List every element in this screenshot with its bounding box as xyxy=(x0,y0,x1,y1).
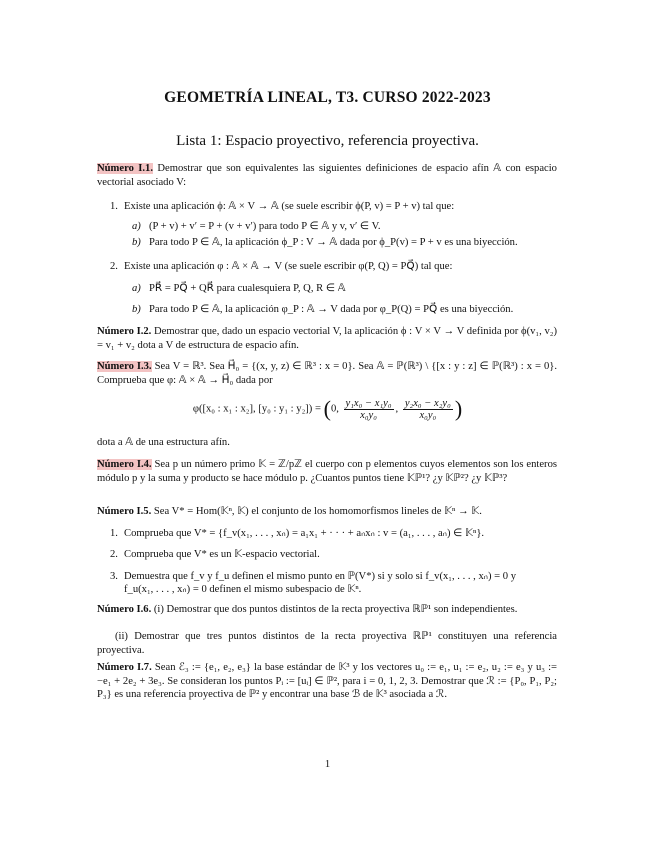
problem-label: Número I.6. xyxy=(97,604,152,615)
problem-i1-item2a: a) PR⃗ = PQ⃗ + QR⃗ para cualesquiera P, Q, R ∈ 𝔸 xyxy=(132,283,346,294)
problem-i6-part2: (ii) Demostrar que tres puntos distintos de la recta proyectiva ℝℙ¹ constituyen una referencia proyectiva. xyxy=(97,631,557,656)
problem-text: Sea p un número primo 𝕂 = ℤ/pℤ el cuerpo con p elementos cuyos elementos son los enteros módulo p y la suma y producto se hace módulo p. ¿Cuantos puntos tiene 𝕂ℙ¹? ¿y 𝕂ℙ²? ¿y 𝕂ℙ³? xyxy=(97,459,557,484)
problem-i3-after: dota a 𝔸 de una estructura afín. xyxy=(97,437,230,448)
problem-i5-item2: 2. Comprueba que V* es un 𝕂-espacio vectorial. xyxy=(110,549,320,560)
problem-label: Número I.3. xyxy=(97,361,152,372)
problem-i3 xyxy=(97,360,557,387)
problem-i5-item3: 3. Demuestra que f_v y f_u definen el mismo punto en ℙ(V*) si y solo si f_v(x₁, . . . , xₙ) = 0 y xyxy=(110,571,517,582)
page-number: 1 xyxy=(324,759,331,770)
problem-i1-item2b: b) Para todo P ∈ 𝔸, la aplicación φ_P : 𝔸 → V dada por φ_P(Q) = PQ⃗ es una biyección. xyxy=(132,304,514,315)
problem-label: Número I.1. xyxy=(97,163,153,174)
problem-i5-item3-cont: f_u(x₁, . . . , xₙ) = 0 definen el mismo subespacio de 𝕂ⁿ. xyxy=(124,584,362,595)
page-title: GEOMETRÍA LINEAL, T3. CURSO 2022-2023 xyxy=(164,89,491,106)
problem-i1-intro xyxy=(97,162,557,189)
problem-text: Demostrar que, dado un espacio vectorial V, la aplicación ϕ : V × V → V definida por ϕ(v₁, v₂) = v₁ + v₂ dota a V de estructura de espacio afín. xyxy=(97,326,557,351)
problem-i5-item1: 1. Comprueba que V* = {f_v(x₁, . . . , xₙ) = a₁x₁ + · · · + aₙxₙ : v = (a₁, . . . , aₙ) ∈ 𝕂ⁿ}. xyxy=(110,528,485,539)
problem-text: Sean ℰ₃ := {e₁, e₂, e₃} la base estándar de 𝕂³ y los vectores u₀ := e₁, u₁ := e₂, u₂ := e₃ y u₃ := −e₁ + 2e₂ + 3e₃. Se consideran los puntos Pᵢ := [uᵢ] ∈ ℙ², para i = 0, 1, 2, 3. Demostrar que ℛ := {P₀, P₁, P₂; P₃} es una referencia proyectiva de ℙ² y encontrar una base ℬ de 𝕂³ asociada a ℛ. xyxy=(97,662,558,701)
page-subtitle: Lista 1: Espacio proyectivo, referencia proyectiva. xyxy=(176,133,479,149)
problem-i7 xyxy=(97,661,557,702)
problem-i1-item1: 1. Existe una aplicación ϕ: 𝔸 × V → 𝔸 (se suele escribir ϕ(P, v) = P + v) tal que: xyxy=(110,201,455,212)
problem-label: Número I.4. xyxy=(97,459,152,470)
problem-label: Número I.2. xyxy=(97,326,152,337)
problem-i1-item1a: a) (P + v) + v′ = P + (v + v′) para todo P ∈ 𝔸 y v, v′ ∈ V. xyxy=(132,221,381,232)
problem-i5 xyxy=(97,505,557,519)
problem-i3-equation: φ([x₀ : x₁ : x₂], [y₀ : y₁ : y₂]) = (0, $\frac{\text{y₁x₀ − x₁y₀}}{\text{x₀y₀}}$ , $\frac{\text{y₂x₀ − x₂y₀}}{\text{x₀y₀}}$ ) xyxy=(192,396,463,421)
problem-label: Número I.5. xyxy=(97,506,152,517)
problem-i1-item2: 2. Existe una aplicación φ : 𝔸 × 𝔸 → V (se suele escribir φ(P, Q) = PQ⃗) tal que: xyxy=(110,261,453,272)
problem-i6 xyxy=(97,603,557,617)
problem-text: Sea V* = Hom(𝕂ⁿ, 𝕂) el conjunto de los homomorfismos lineles de 𝕂ⁿ → 𝕂. xyxy=(153,506,482,517)
problem-text: Sea V = ℝ³. Sea H⃗₀ = {(x, y, z) ∈ ℝ³ : x = 0}. Sea 𝔸 = ℙ(ℝ³) \ {[x : y : z] ∈ ℙ(ℝ³) : x = 0}. Comprueba que φ: 𝔸 × 𝔸 → H⃗₀ dada por xyxy=(97,361,557,386)
fraction: $\frac{\text{y₁x₀ − x₁y₀}}{\text{x₀y₀}}$ xyxy=(345,397,392,421)
fraction: $\frac{\text{y₂x₀ − x₂y₀}}{\text{x₀y₀}}$ xyxy=(404,397,451,421)
problem-text: (i) Demostrar que dos puntos distintos de la recta proyectiva ℝℙ¹ son independientes. xyxy=(153,604,518,615)
problem-i2 xyxy=(97,325,557,352)
problem-label: Número I.7. xyxy=(97,662,152,673)
problem-i1-item1b: b) Para todo P ∈ 𝔸, la aplicación ϕ_P : V → 𝔸 dada por ϕ_P(v) = P + v es una biyección. xyxy=(132,237,518,248)
problem-text: Demostrar que son equivalentes las siguientes definiciones de espacio afín 𝔸 con espacio vectorial asociado V: xyxy=(97,163,557,188)
problem-i4 xyxy=(97,458,557,485)
